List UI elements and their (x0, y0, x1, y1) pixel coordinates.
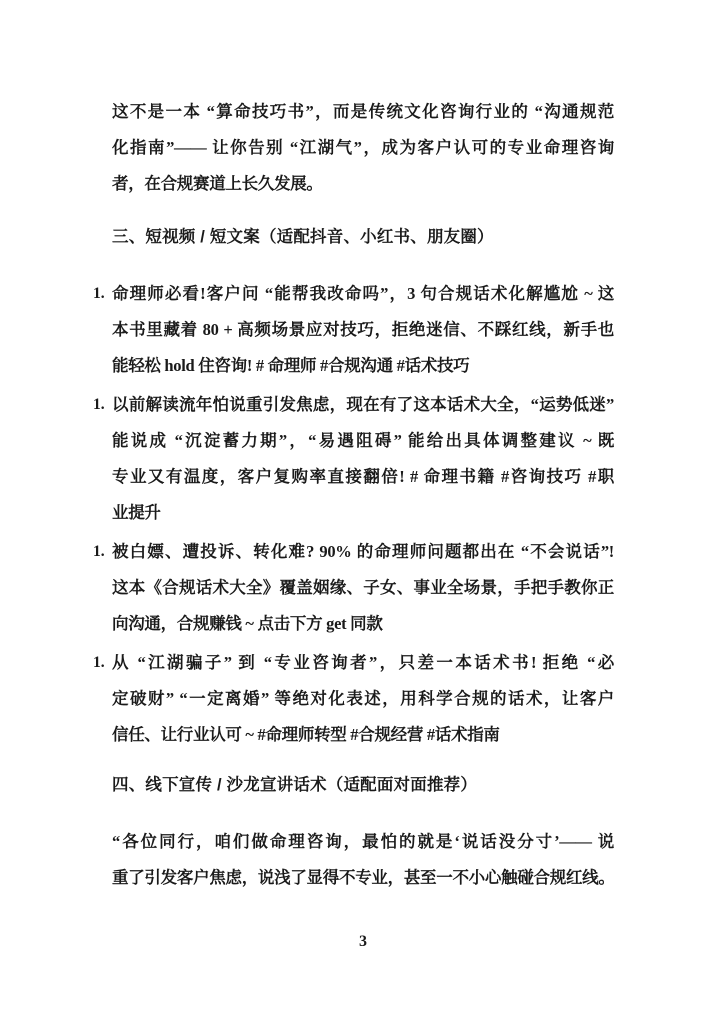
text-line: 被白嫖、遭投诉、转化难? 90% 的命理师问题都出在 “不会说话”! (112, 542, 614, 561)
text-line: 重了引发客户焦虑，说浅了显得不专业，甚至一不小心触碰合规红线。 (112, 868, 614, 887)
list-item (93, 276, 614, 384)
list-item (93, 387, 614, 531)
text-line: 能轻松 hold 住咨询! # 命理师 #合规沟通 #话术技巧 (112, 356, 470, 375)
text-line: 者，在合规赛道上长久发展。 (112, 174, 323, 193)
text-line: 这本《合规话术大全》覆盖姻缘、子女、事业全场景，手把手教你正 (112, 578, 614, 597)
text-line: 业提升 (112, 503, 161, 522)
section-heading-4: 四、线下宣传 / 沙龙宣讲话术（适配面对面推荐） (112, 776, 478, 794)
section-heading-3: 三、短视频 / 短文案（适配抖音、小红书、朋友圈） (112, 228, 494, 246)
text-line: 本书里藏着 80 + 高频场景应对技巧，拒绝迷信、不踩红线，新手也 (112, 320, 614, 339)
text-line: 这不是一本 “算命技巧书”，而是传统文化咨询行业的 “沟通规范 (112, 102, 614, 121)
list-item-number: 1. (93, 285, 105, 302)
text-line: 从 “江湖骗子” 到 “专业咨询者”，只差一本话术书! 拒绝 “必 (112, 653, 614, 672)
text-line: 化指南”—— 让你告别 “江湖气”，成为客户认可的专业命理咨询 (112, 138, 614, 157)
text-line: 向沟通，合规赚钱 ~ 点击下方 get 同款 (112, 614, 383, 633)
text-line: 以前解读流年怕说重引发焦虑，现在有了这本话术大全，“运势低迷” (112, 395, 614, 414)
text-line: “各位同行，咱们做命理咨询，最怕的就是‘说话没分寸’—— 说 (112, 832, 614, 851)
closing-paragraph (112, 824, 614, 896)
text-line: 专业又有温度，客户复购率直接翻倍! # 命理书籍 #咨询技巧 #职 (112, 467, 614, 486)
intro-paragraph (112, 94, 614, 202)
document-body (93, 94, 614, 960)
promo-copy-list (93, 276, 614, 753)
page-number: 3 (359, 933, 367, 950)
text-line: 能说成 “沉淀蓄力期”，“易遇阻碍” 能给出具体调整建议 ~ 既 (112, 431, 614, 450)
list-item (93, 534, 614, 642)
text-line: 信任、让行业认可 ~ #命理师转型 #合规经营 #话术指南 (112, 725, 500, 744)
list-item-number: 1. (93, 543, 105, 560)
text-line: 定破财” “一定离婚” 等绝对化表述，用科学合规的话术，让客户 (112, 689, 614, 708)
text-line: 命理师必看!客户问 “能帮我改命吗”，3 句合规话术化解尴尬 ~ 这 (112, 284, 614, 303)
list-item (93, 645, 614, 753)
list-item-number: 1. (93, 396, 105, 413)
list-item-number: 1. (93, 654, 105, 671)
